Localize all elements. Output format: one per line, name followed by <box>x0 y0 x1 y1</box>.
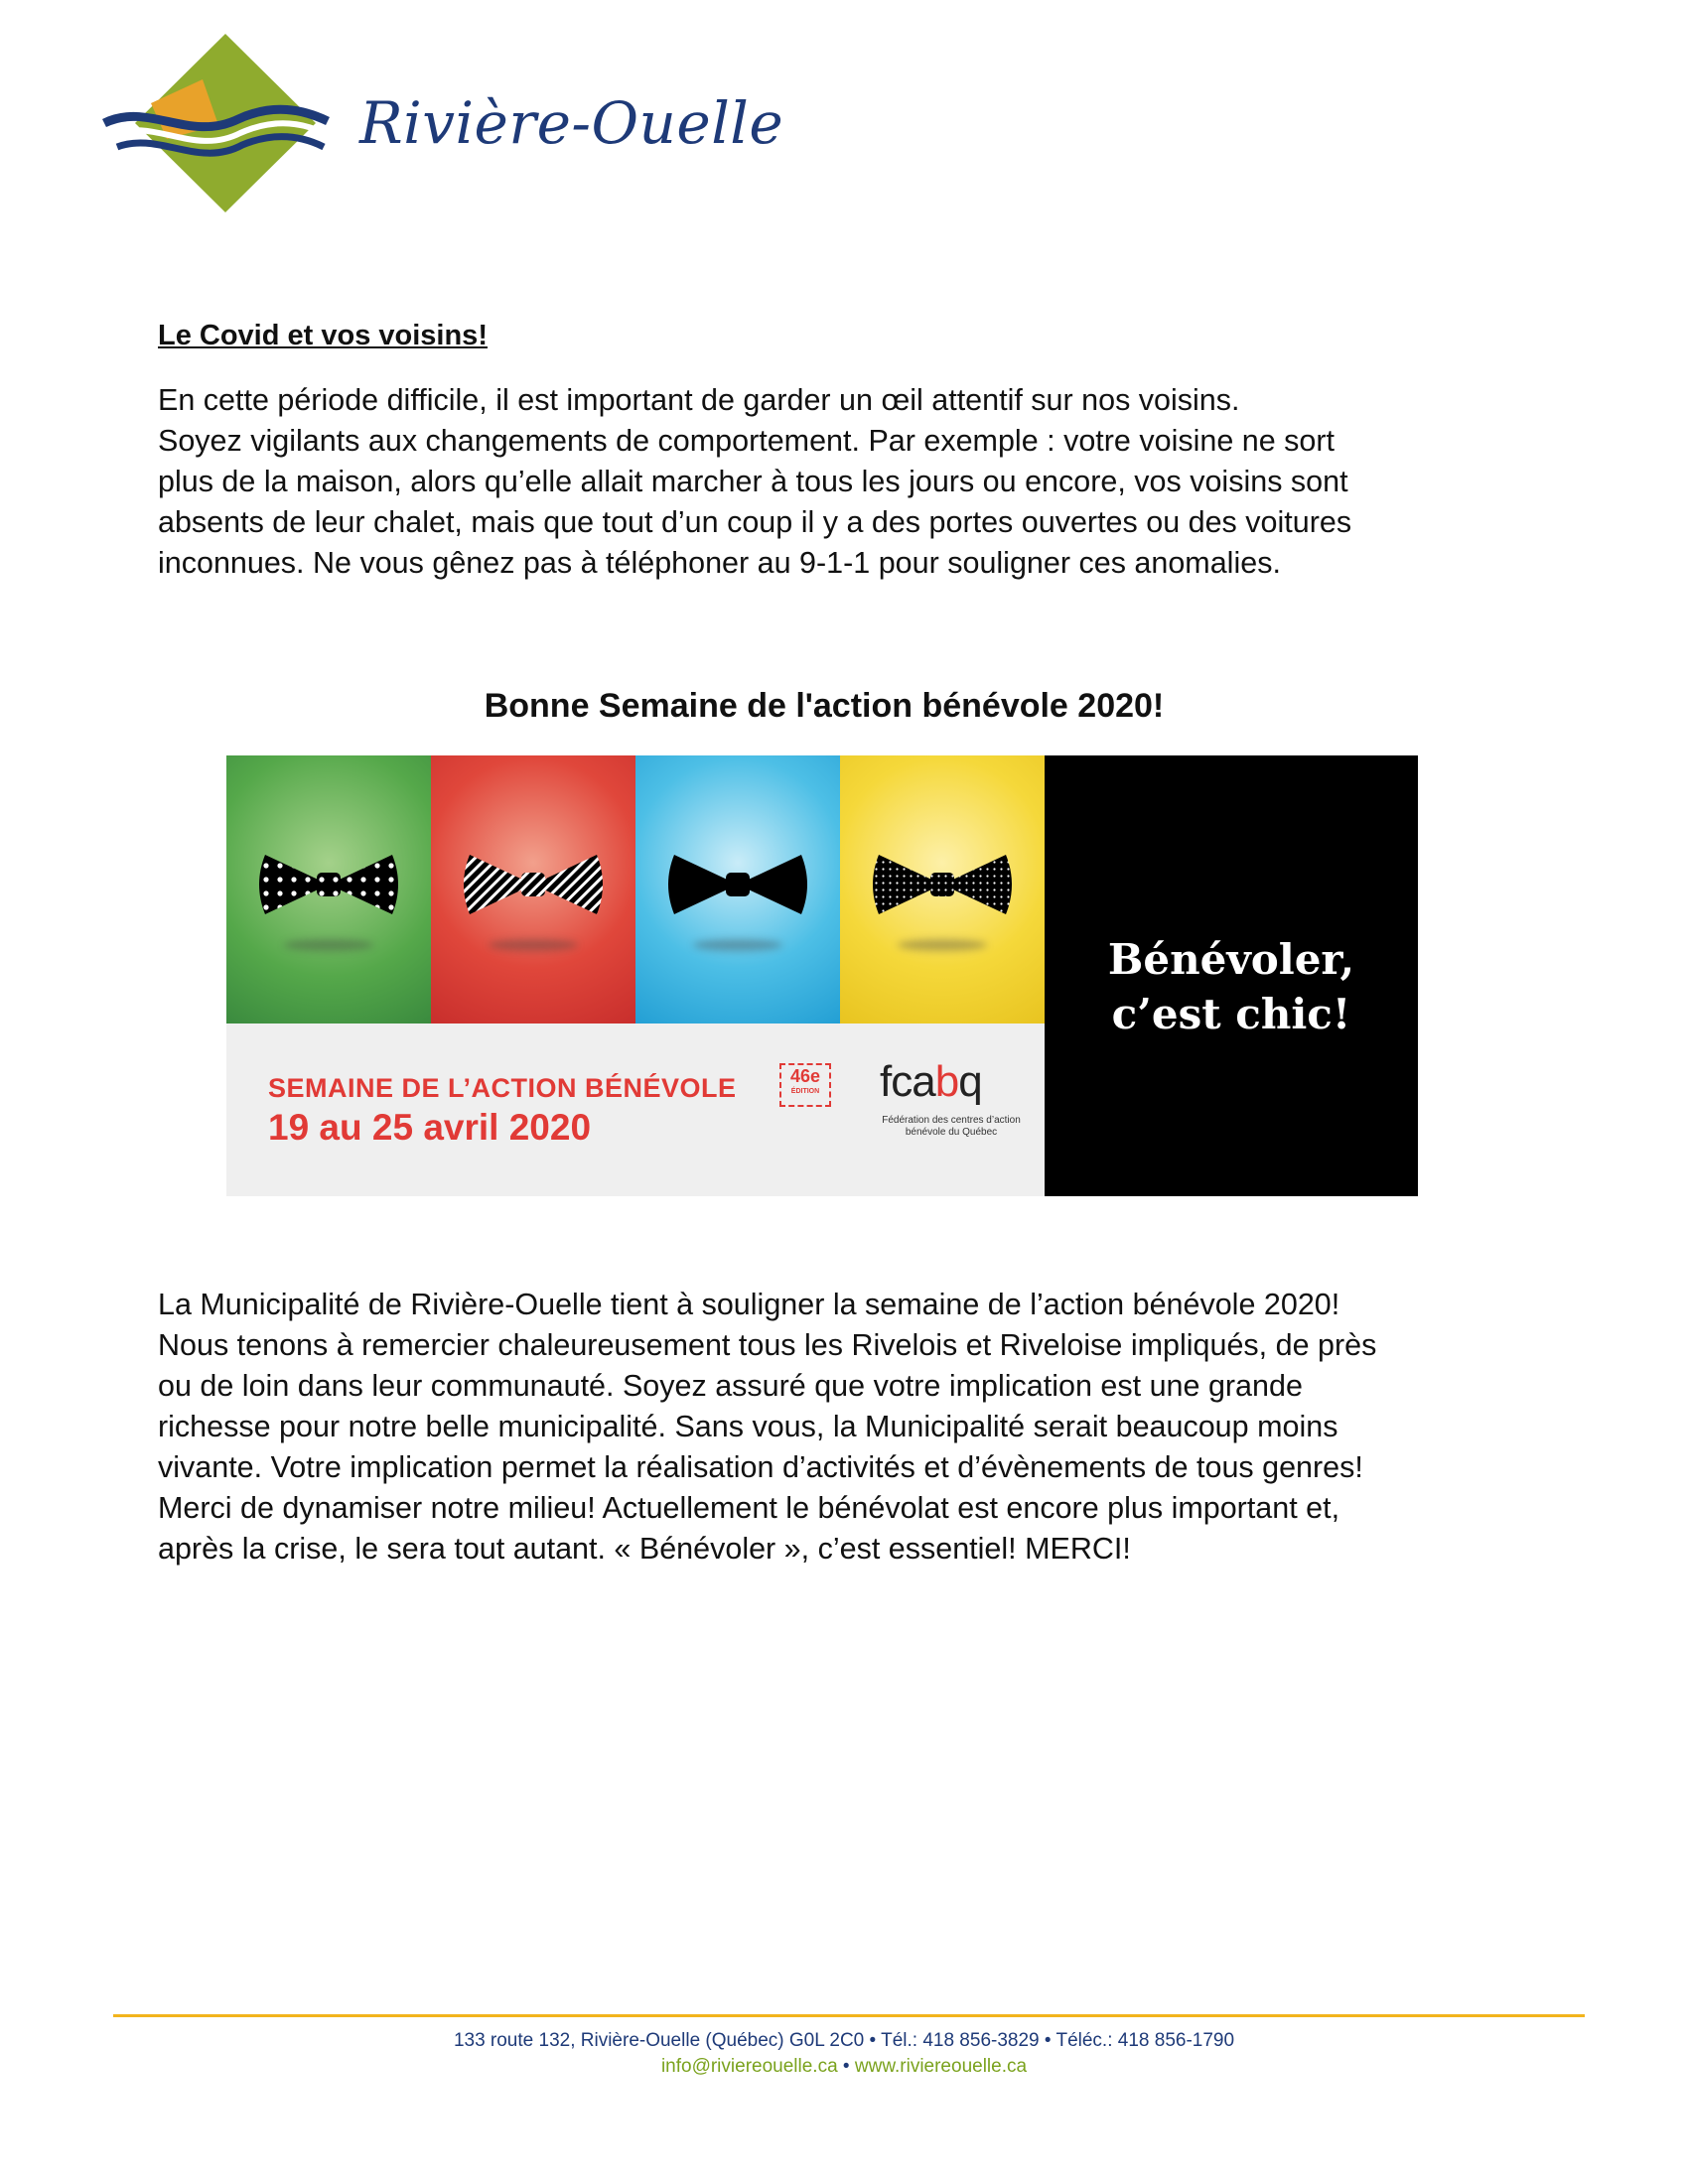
red-panel <box>431 755 635 1024</box>
paragraph-line: Soyez vigilants aux changements de comportement. Par exemple : votre voisine ne sort <box>158 424 1336 458</box>
logo-name: Rivière-Ouelle <box>359 89 784 157</box>
paragraph-line: inconnues. Ne vous gênez pas à téléphoner au 9-1-1 pour souligner ces anomalies. <box>158 546 1281 580</box>
striped-bowtie-icon <box>464 845 603 924</box>
blue-panel <box>635 755 840 1024</box>
covid-paragraph <box>158 380 1508 584</box>
bowtie-shadow <box>693 939 782 951</box>
slogan <box>1045 932 1418 1041</box>
event-dates: 19 au 25 avril 2020 <box>268 1107 592 1148</box>
slogan-line-1: Bénévoler, <box>1107 935 1355 984</box>
fcabq-logo-text-end: q <box>958 1057 982 1106</box>
fcabq-heart-icon: b <box>934 1057 959 1106</box>
slogan-panel <box>1045 755 1418 1196</box>
slogan-line-2: c’est chic! <box>1111 990 1351 1038</box>
footer-address: 133 route 132, Rivière-Ouelle (Québec) G0L 2C0 • Tél.: 418 856-3829 • Téléc.: 418 856-1790 <box>453 2030 1235 2051</box>
footer-email-link[interactable]: info@riviereouelle.ca <box>660 2056 838 2077</box>
logo-emblem-icon <box>99 32 357 220</box>
dotted-bowtie-icon <box>873 845 1012 924</box>
paragraph-line: Nous tenons à remercier chaleureusement tous les Rivelois et Riveloise impliqués, de près <box>158 1328 1377 1362</box>
paragraph-line: absents de leur chalet, mais que tout d’un coup il y a des portes ouvertes ou des voitures <box>158 505 1352 539</box>
black-bowtie-icon <box>668 845 807 924</box>
paragraph-line: ou de loin dans leur communauté. Soyez assuré que votre implication est une grande <box>158 1369 1303 1403</box>
event-name: SEMAINE DE L’ACTION BÉNÉVOLE <box>268 1073 737 1103</box>
municipality-logo <box>99 32 784 220</box>
bowtie-shadow <box>284 939 373 951</box>
polka-dot-bowtie-icon <box>259 845 398 924</box>
bowtie-shadow <box>898 939 987 951</box>
paragraph-line: vivante. Votre implication permet la réalisation d’activités et d’évènements de tous genres! <box>158 1450 1363 1484</box>
edition-label: ÉDITION <box>790 1088 820 1095</box>
paragraph-line: La Municipalité de Rivière-Ouelle tient à souligner la semaine de l’action bénévole 2020! <box>158 1288 1340 1321</box>
paragraph-line: En cette période difficile, il est important de garder un œil attentif sur nos voisins. <box>158 383 1240 417</box>
footer-contact <box>0 2056 1688 2078</box>
paragraph-line: après la crise, le sera tout autant. « Bénévoler », c’est essentiel! MERCI! <box>158 1532 1131 1566</box>
bowtie-shadow <box>489 939 578 951</box>
footer-divider <box>113 2014 1585 2017</box>
banner-heading: Bonne Semaine de l'action bénévole 2020! <box>484 687 1165 725</box>
green-panel <box>226 755 431 1024</box>
banner-info-strip <box>226 1024 1045 1196</box>
volunteer-week-banner <box>226 755 1418 1196</box>
paragraph-line: richesse pour notre belle municipalité. Sans vous, la Municipalité serait beaucoup moins <box>158 1410 1338 1443</box>
yellow-panel <box>840 755 1045 1024</box>
covid-section-title: Le Covid et vos voisins! <box>158 320 488 351</box>
fcabq-org-name: Fédération des centres d’action bénévole du Québec <box>882 1115 1021 1138</box>
footer-website-link[interactable]: www.riviereouelle.ca <box>854 2056 1028 2077</box>
edition-number: 46e <box>789 1066 821 1086</box>
volunteer-paragraph <box>158 1285 1508 1570</box>
edition-badge <box>779 1063 831 1107</box>
paragraph-line: Merci de dynamiser notre milieu! Actuellement le bénévolat est encore plus important et, <box>158 1491 1340 1525</box>
fcabq-logo-text: fca <box>880 1057 935 1106</box>
fcabq-logo <box>880 1057 982 1107</box>
footer-separator: • <box>837 2056 855 2077</box>
paragraph-line: plus de la maison, alors qu’elle allait marcher à tous les jours ou encore, vos voisins sont <box>158 465 1348 498</box>
